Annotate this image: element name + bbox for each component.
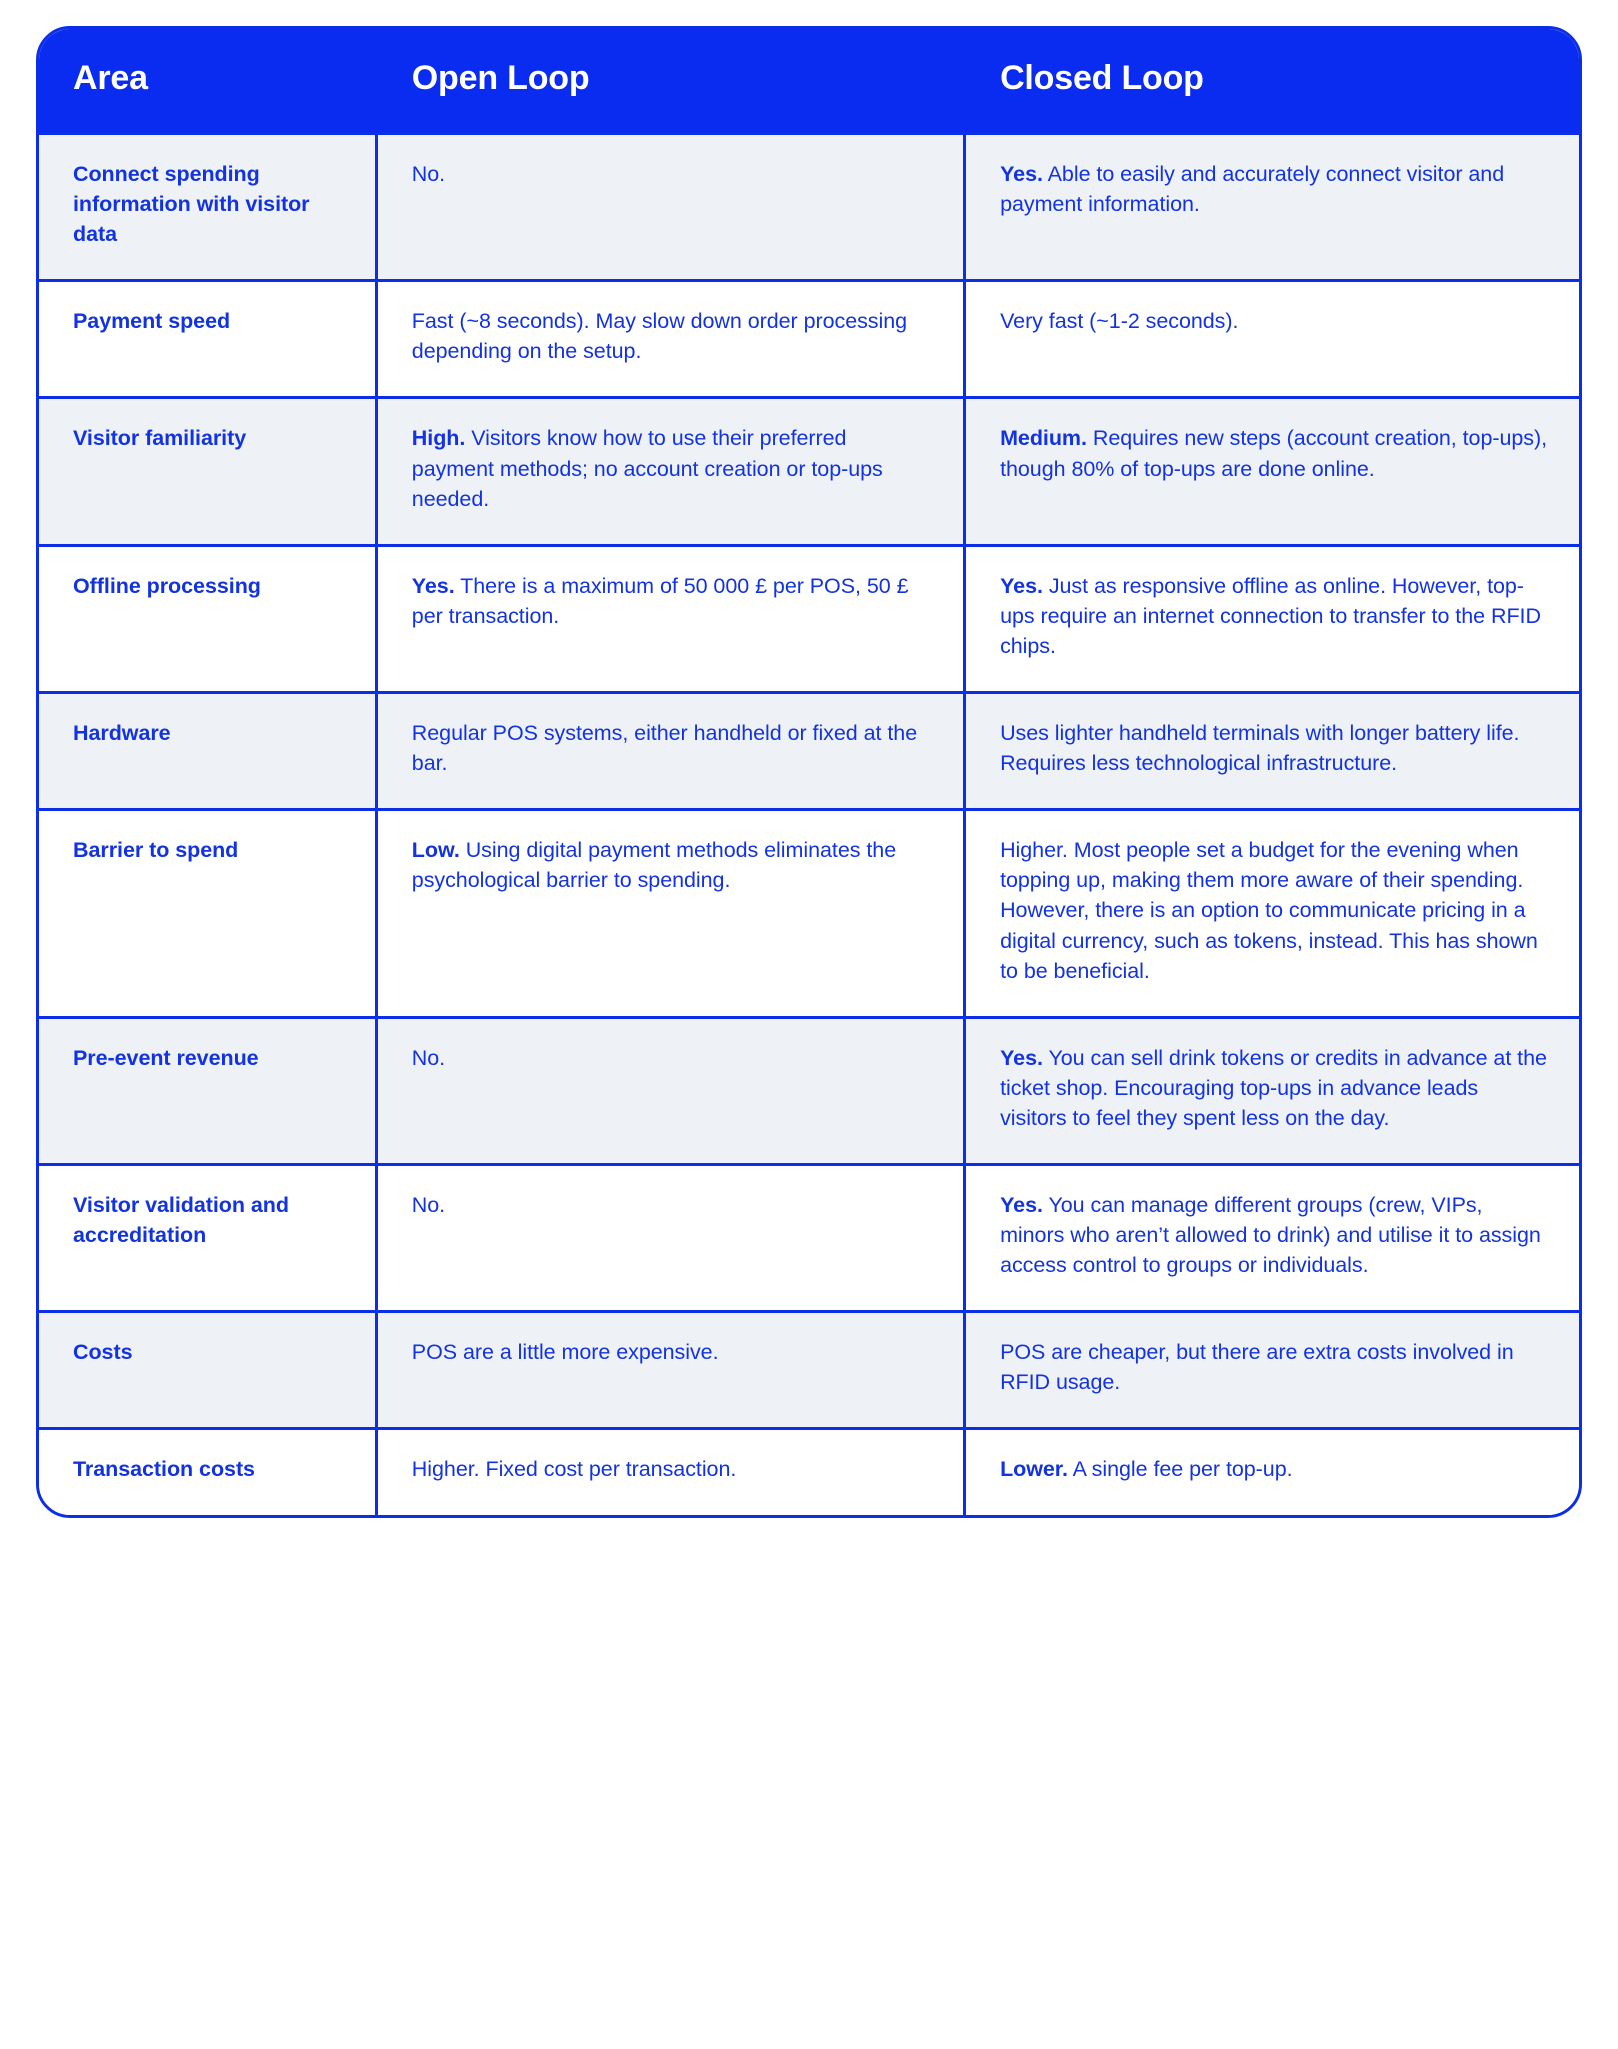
open-loop-vs-closed-loop-table <box>36 26 1582 1518</box>
cell-text <box>1000 159 1549 219</box>
cell-open-loop <box>378 1016 966 1163</box>
table-row <box>39 1163 1579 1310</box>
cell-open-loop <box>378 279 966 396</box>
row-area-label: Visitor validation and accreditation <box>39 1163 378 1310</box>
cell-body-text: POS are a little more expensive. <box>411 1340 719 1365</box>
cell-lead-word: High. <box>411 426 466 451</box>
table-row <box>39 544 1579 691</box>
cell-body-text: You can manage different groups (crew, VIPs, minors who aren’t allowed to drink) and utilise it to assign access control to groups or individuals. <box>1000 1192 1541 1278</box>
cell-text <box>412 571 933 631</box>
row-area-label: Payment speed <box>39 279 378 396</box>
cell-closed-loop <box>966 691 1579 808</box>
table-row <box>39 691 1579 808</box>
cell-closed-loop <box>966 279 1579 396</box>
cell-body-text: Very fast (~1-2 seconds). <box>1000 309 1239 334</box>
cell-text <box>1000 1190 1549 1280</box>
cell-open-loop <box>378 1163 966 1310</box>
cell-open-loop <box>378 544 966 691</box>
cell-text <box>412 718 933 778</box>
cell-text <box>412 423 933 513</box>
cell-text <box>412 835 933 895</box>
cell-body-text: Uses lighter handheld terminals with longer battery life. Requires less technological infrastructure. <box>1000 721 1520 776</box>
header-row <box>39 29 1579 135</box>
cell-text <box>1000 423 1549 483</box>
cell-body-text: POS are cheaper, but there are extra costs involved in RFID usage. <box>1000 1340 1514 1395</box>
cell-closed-loop <box>966 396 1579 543</box>
cell-body-text: There is a maximum of 50 000 £ per POS, 50 £ per transaction. <box>411 573 909 628</box>
cell-body-text: Requires new steps (account creation, top-ups), though 80% of top-ups are done online. <box>1000 426 1548 481</box>
cell-closed-loop <box>966 135 1579 279</box>
row-area-label: Costs <box>39 1310 378 1427</box>
cell-open-loop <box>378 1427 966 1514</box>
cell-closed-loop <box>966 1163 1579 1310</box>
column-header-closed-loop: Closed Loop <box>966 29 1579 135</box>
cell-body-text: Higher. Most people set a budget for the evening when topping up, making them more aware of their spending. However, there is an option to communicate pricing in a digital currency, such as tokens, instead. This has shown to be beneficial. <box>1000 838 1538 983</box>
table-row <box>39 1427 1579 1514</box>
cell-body-text: Able to easily and accurately connect visitor and payment information. <box>1000 162 1505 217</box>
cell-lead-word: Yes. <box>1000 1192 1043 1217</box>
cell-closed-loop <box>966 1427 1579 1514</box>
cell-text <box>412 1043 933 1073</box>
cell-body-text: No. <box>411 1045 446 1070</box>
row-area-label: Hardware <box>39 691 378 808</box>
cell-open-loop <box>378 808 966 1015</box>
cell-text <box>412 306 933 366</box>
cell-lead-word: Lower. <box>1000 1457 1068 1482</box>
row-area-label: Transaction costs <box>39 1427 378 1514</box>
cell-text <box>412 1190 933 1220</box>
cell-open-loop <box>378 1310 966 1427</box>
cell-open-loop <box>378 691 966 808</box>
table-body <box>39 135 1579 1515</box>
cell-body-text: Regular POS systems, either handheld or fixed at the bar. <box>411 721 918 776</box>
cell-lead-word: Low. <box>411 838 460 863</box>
cell-lead-word: Medium. <box>1000 426 1087 451</box>
cell-body-text: No. <box>411 162 446 186</box>
cell-text <box>412 1337 933 1367</box>
cell-text <box>1000 835 1549 985</box>
cell-body-text: Higher. Fixed cost per transaction. <box>411 1457 737 1482</box>
cell-closed-loop <box>966 1310 1579 1427</box>
table-row <box>39 279 1579 396</box>
cell-open-loop <box>378 396 966 543</box>
cell-text <box>412 1454 933 1484</box>
cell-text <box>1000 718 1549 778</box>
cell-text <box>1000 1043 1549 1133</box>
cell-body-text: Using digital payment methods eliminates the psychological barrier to spending. <box>411 838 897 893</box>
cell-lead-word: Yes. <box>1000 1045 1043 1070</box>
cell-lead-word: Yes. <box>411 573 455 598</box>
table-row <box>39 135 1579 279</box>
table-row <box>39 396 1579 543</box>
column-header-area: Area <box>39 29 378 135</box>
cell-closed-loop <box>966 808 1579 1015</box>
row-area-label: Offline processing <box>39 544 378 691</box>
column-header-open-loop: Open Loop <box>378 29 966 135</box>
cell-text <box>412 159 933 189</box>
row-area-label: Visitor familiarity <box>39 396 378 543</box>
table-row <box>39 1016 1579 1163</box>
cell-text <box>1000 1454 1549 1484</box>
cell-open-loop <box>378 135 966 279</box>
row-area-label: Connect spending information with visitor data <box>39 135 378 279</box>
cell-body-text: No. <box>411 1192 446 1217</box>
cell-body-text: Just as responsive offline as online. However, top-ups require an internet connection to transfer to the RFID chips. <box>1000 573 1541 658</box>
cell-body-text: A single fee per top-up. <box>1067 1457 1293 1482</box>
cell-body-text: Fast (~8 seconds). May slow down order processing depending on the setup. <box>411 309 908 364</box>
cell-body-text: You can sell drink tokens or credits in advance at the ticket shop. Encouraging top-ups in advance leads visitors to feel they spent less on the day. <box>1000 1045 1547 1130</box>
cell-body-text: Visitors know how to use their preferred payment methods; no account creation or top-ups needed. <box>411 426 883 511</box>
cell-closed-loop <box>966 1016 1579 1163</box>
cell-closed-loop <box>966 544 1579 691</box>
cell-text <box>1000 1337 1549 1397</box>
cell-text <box>1000 306 1549 336</box>
row-area-label: Barrier to spend <box>39 808 378 1015</box>
cell-lead-word: Yes. <box>1000 162 1043 186</box>
row-area-label: Pre-event revenue <box>39 1016 378 1163</box>
cell-text <box>1000 571 1549 661</box>
table-row <box>39 808 1579 1015</box>
table-header <box>39 29 1579 135</box>
table-row <box>39 1310 1579 1427</box>
cell-lead-word: Yes. <box>1000 573 1043 598</box>
